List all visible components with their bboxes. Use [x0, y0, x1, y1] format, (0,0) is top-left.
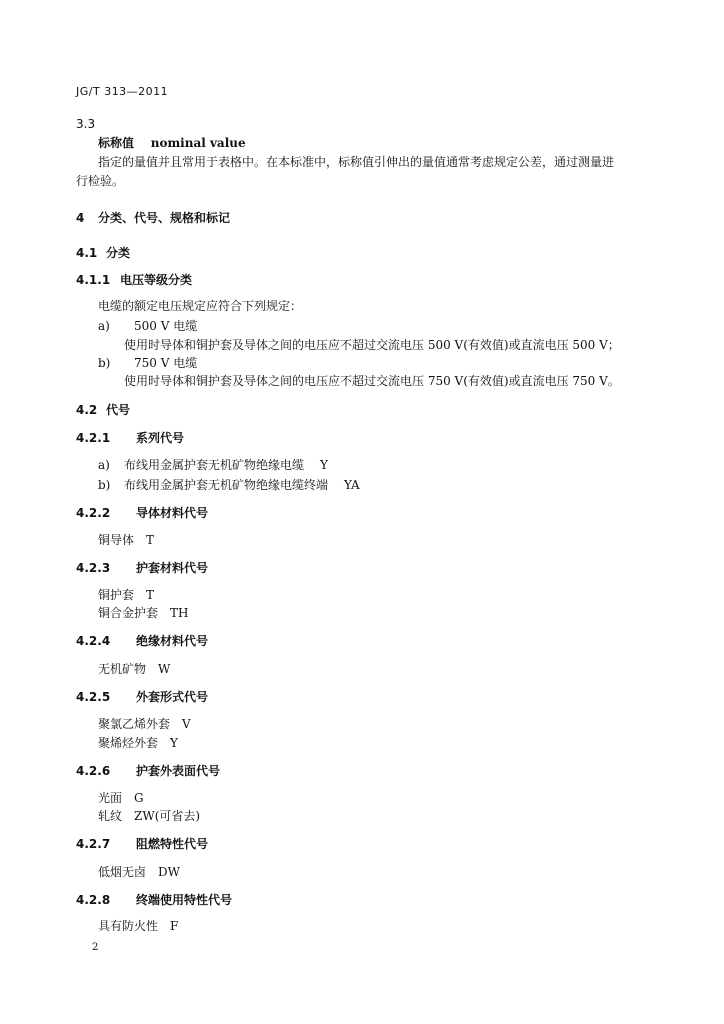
code-row: [98, 661, 170, 677]
definition-line-1: 指定的量值并且常用于表格中。在本标准中，标称值引伸出的量值通常考虑规定公差，通过测量进: [98, 155, 615, 169]
code-value: Y: [170, 736, 178, 750]
heading-4-2-2: [76, 505, 208, 521]
code-value: V: [182, 717, 191, 731]
page-number: 2: [92, 942, 99, 953]
code-label: 光面: [98, 791, 123, 805]
heading-title: 外套形式代号: [136, 690, 209, 704]
heading-number: 4.2.6: [76, 764, 111, 778]
heading-number: 4: [76, 211, 85, 225]
list-item: [98, 457, 328, 473]
definition-line-2: 行检验。: [76, 174, 125, 188]
term-english: nominal value: [150, 136, 246, 150]
heading-4-2-4: [76, 633, 208, 649]
list-item-label: [98, 318, 197, 334]
heading-title: 导体材料代号: [136, 506, 209, 520]
heading-4: [76, 210, 230, 226]
list-marker: b): [98, 478, 111, 492]
heading-title: 护套外表面代号: [136, 764, 221, 778]
heading-title: 代号: [106, 403, 131, 417]
code-label: 铜护套: [98, 588, 135, 602]
code-row: [98, 735, 178, 751]
list-label: 500 V 电缆: [134, 319, 198, 333]
heading-number: 4.2: [76, 403, 98, 417]
list-marker: a): [98, 458, 110, 472]
heading-title: 分类、代号、规格和标记: [98, 211, 231, 225]
code-label: 铜合金护套: [98, 606, 159, 620]
heading-number: 4.2.4: [76, 634, 111, 648]
term-heading: [98, 135, 246, 151]
paragraph-intro: 电缆的额定电压规定应符合下列规定：: [98, 299, 303, 313]
heading-number: 4.2.7: [76, 837, 111, 851]
heading-4-2-8: [76, 892, 232, 908]
heading-4-2-1: [76, 430, 184, 446]
heading-number: 4.1: [76, 246, 98, 260]
code-value: G: [134, 791, 144, 805]
code-label: 无机矿物: [98, 662, 147, 676]
code-label: 低烟无卤: [98, 865, 147, 879]
code-row: [98, 716, 191, 732]
heading-4-2: [76, 402, 130, 418]
heading-title: 终端使用特性代号: [136, 893, 233, 907]
code-value: TH: [170, 606, 189, 620]
heading-title: 绝缘材料代号: [136, 634, 209, 648]
heading-title: 电压等级分类: [120, 273, 193, 287]
code-row: [98, 808, 200, 824]
code-label: 轧纹: [98, 809, 123, 823]
code-value: W: [158, 662, 171, 676]
code-value: Y: [320, 458, 328, 472]
term-chinese: 标称值: [98, 136, 135, 150]
list-label: 布线用金属护套无机矿物绝缘电缆: [124, 458, 305, 472]
code-value: DW: [158, 865, 180, 879]
code-row: [98, 532, 154, 548]
heading-title: 分类: [106, 246, 131, 260]
heading-4-2-3: [76, 560, 208, 576]
list-label: 布线用金属护套无机矿物绝缘电缆终端: [124, 478, 329, 492]
list-item-desc: 使用时导体和铜护套及导体之间的电压应不超过交流电压 750 V(有效值)或直流电压 750 V。: [124, 374, 620, 388]
heading-title: 阻燃特性代号: [136, 837, 209, 851]
code-row: [98, 918, 178, 934]
heading-number: 4.2.8: [76, 893, 111, 907]
heading-4-2-6: [76, 763, 220, 779]
code-value: T: [146, 588, 155, 602]
list-marker: a): [98, 319, 110, 333]
code-value: ZW(可省去): [134, 809, 201, 823]
list-item-desc: 使用时导体和铜护套及导体之间的电压应不超过交流电压 500 V(有效值)或直流电压 500 V；: [124, 338, 620, 352]
document-header: JG/T 313—2011: [76, 85, 169, 98]
list-item: [98, 477, 360, 493]
heading-title: 护套材料代号: [136, 561, 209, 575]
heading-4-2-5: [76, 689, 208, 705]
heading-number: 4.2.2: [76, 506, 111, 520]
section-number: 3.3: [76, 117, 96, 131]
heading-number: 4.2.3: [76, 561, 111, 575]
heading-title: 系列代号: [136, 431, 185, 445]
code-row: [98, 790, 144, 806]
code-label: 聚氯乙烯外套: [98, 717, 171, 731]
code-row: [98, 864, 180, 880]
list-label: 750 V 电缆: [134, 356, 198, 370]
heading-4-1: [76, 245, 130, 261]
code-value: T: [146, 533, 155, 547]
code-row: [98, 587, 154, 603]
code-value: F: [170, 919, 179, 933]
heading-number: 4.1.1: [76, 273, 111, 287]
list-marker: b): [98, 356, 111, 370]
heading-4-2-7: [76, 836, 208, 852]
heading-number: 4.2.1: [76, 431, 111, 445]
code-value: YA: [344, 478, 360, 492]
code-label: 铜导体: [98, 533, 135, 547]
code-label: 聚烯烃外套: [98, 736, 159, 750]
code-row: [98, 605, 188, 621]
list-item-label: [98, 355, 197, 371]
heading-4-1-1: [76, 272, 192, 288]
code-label: 具有防火性: [98, 919, 159, 933]
heading-number: 4.2.5: [76, 690, 111, 704]
